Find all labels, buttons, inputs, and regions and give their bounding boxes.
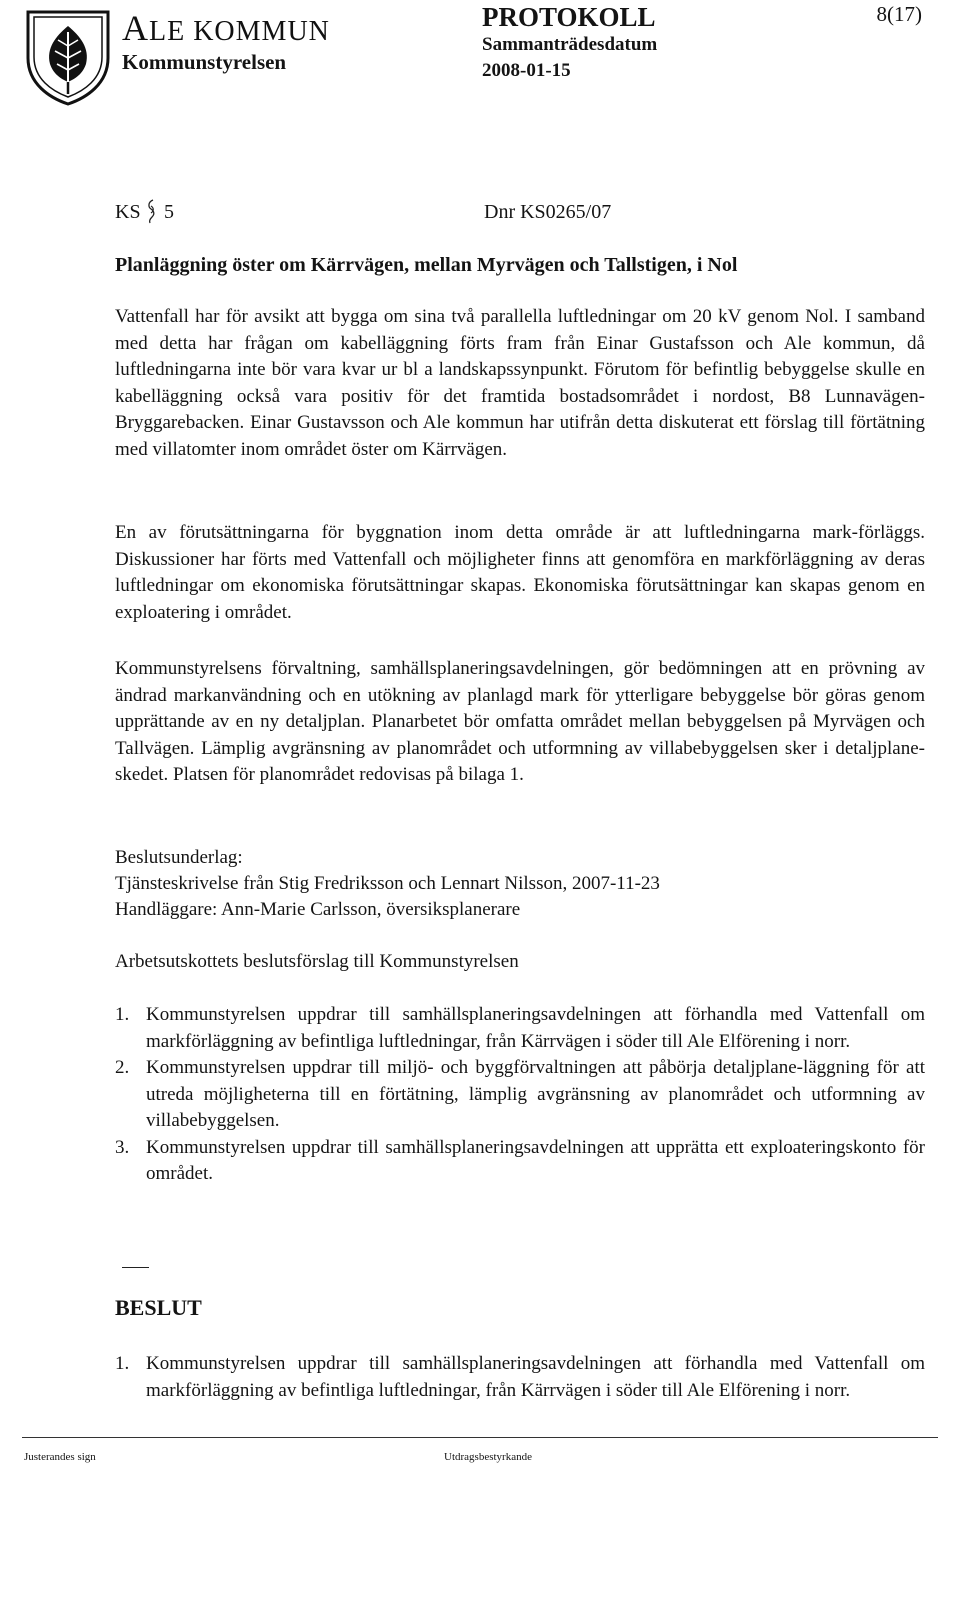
case-title: Planläggning öster om Kärrvägen, mellan Myrvägen och Tallstigen, i Nol [115, 254, 738, 276]
decision-basis-line: Handläggare: Ann-Marie Carlsson, översiksplanerare [115, 899, 521, 920]
proposal-list [115, 1002, 925, 1188]
list-item-text: Kommunstyrelsen uppdrar till samhällsplaneringsavdelningen att upprätta ett exploateringskonto för området. [146, 1136, 925, 1184]
proposal-heading: Arbetsutskottets beslutsförslag till Kommunstyrelsen [115, 951, 519, 972]
divider [122, 1267, 149, 1268]
document-type: PROTOKOLL [482, 2, 656, 32]
section-sign-icon [145, 198, 157, 224]
case-prefix: KS [115, 201, 141, 223]
organization-name: ALE KOMMUN [122, 8, 330, 48]
list-item-text: Kommunstyrelsen uppdrar till miljö- och byggförvaltningen att påbörja detaljplane-läggning för att utreda möjligheterna till en förtätning, lämplig avgränsning av planområdet och utformning av villabebyggelsen. [146, 1057, 925, 1131]
footer-divider [22, 1437, 938, 1438]
list-item-number: 1. [115, 1353, 130, 1374]
meeting-date: 2008-01-15 [482, 60, 571, 81]
decision-list [115, 1351, 925, 1404]
footer-signature-label: Justerandes sign [24, 1451, 96, 1463]
list-item-number: 2. [115, 1057, 130, 1078]
list-item [115, 1055, 925, 1135]
diary-number: Dnr KS0265/07 [484, 201, 612, 223]
paragraph: En av förutsättningarna för byggnation inom detta område är att luftledningarna mark-förläggs. Diskussioner har förts med Vattenfall och möjligheter finns att genomföra en markförläggning av deras luftledningar om ekonomiska förutsättningar skapas. Ekonomiska förutsättningar kan skapas genom en exploatering i området. [115, 522, 925, 623]
list-item [115, 1002, 925, 1055]
meeting-date-label: Sammanträdesdatum [482, 34, 658, 55]
decision-basis-line: Tjänsteskrivelse från Stig Fredriksson och Lennart Nilsson, 2007-11-23 [115, 873, 660, 894]
organization-unit: Kommunstyrelsen [122, 50, 287, 74]
list-item-number: 3. [115, 1136, 130, 1158]
footer-certification-label: Utdragsbestyrkande [444, 1451, 532, 1463]
decision-heading: BESLUT [115, 1295, 202, 1320]
paragraph: Kommunstyrelsens förvaltning, samhällsplaneringsavdelningen, gör bedömningen att en prövning av ändrad markanvändning och en utökning av planlagd mark för ytterligare bebyggelse bör göras genom upprättande av en ny detaljplan. Planarbetet bör omfatta området mellan bebyggelsen på Myrvägen och Tallvägen. Lämplig avgränsning av planområdet och utformning av villabebyggelsen sker i detaljplane-skedet. Platsen för planområdet redovisas på bilaga 1. [115, 658, 925, 785]
case-number: 5 [164, 201, 174, 223]
list-item-text: Kommunstyrelsen uppdrar till samhällsplaneringsavdelningen att förhandla med Vattenfall om markförläggning av befintliga luftledningar, från Kärrvägen i söder till Ale Elförening i norr. [146, 1353, 925, 1401]
list-item [115, 1135, 925, 1188]
paragraph: Vattenfall har för avsikt att bygga om sina två parallella luftledningar om 20 kV genom Nol. I samband med detta har frågan om kabelläggning förts fram från Einar Gustafsson och Ale kommun, då luftledningarna inte bör vara kvar ur bl a landskapssynpunkt. Förutom för befintlig bebyggelse skulle en kabelläggning också vara positiv för det framtida bostadsområdet i nordost, B8 Lunnavägen-Bryggarebacken. Einar Gustavsson och Ale kommun har utifrån detta diskuterat ett förslag till förtätning med villatomter inom området öster om Kärrvägen. [115, 306, 925, 460]
list-item [115, 1351, 925, 1404]
decision-basis-label: Beslutsunderlag: [115, 847, 243, 868]
list-item-text: Kommunstyrelsen uppdrar till samhällsplaneringsavdelningen att förhandla med Vattenfall om markförläggning av befintliga luftledningar, från Kärrvägen i söder till Ale Elförening i norr. [146, 1004, 925, 1052]
page-number: 8(17) [876, 2, 922, 26]
list-item-number: 1. [115, 1004, 130, 1025]
municipality-crest-logo [22, 6, 114, 106]
